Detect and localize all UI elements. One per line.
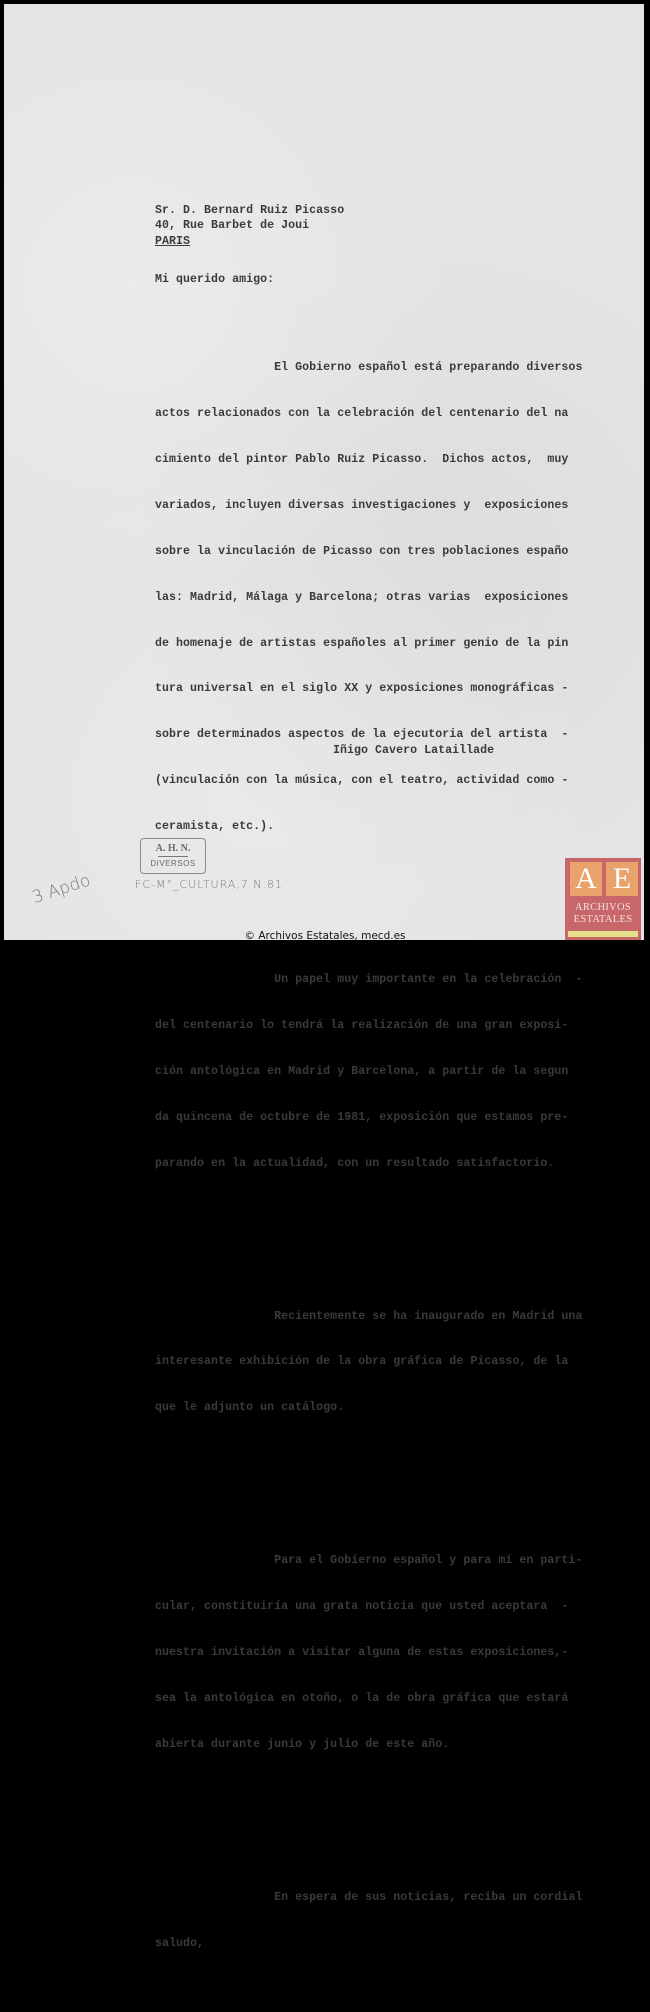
text-line: sobre la vinculación de Picasso con tres poblaciones españo [155, 544, 569, 558]
text-line: abierta durante junio y julio de este año. [155, 1737, 450, 1751]
recipient-address [155, 203, 344, 249]
archivos-estatales-logo [565, 858, 641, 940]
text-line: da quincena de octubre de 1981, exposición que estamos pre- [155, 1110, 569, 1124]
archive-stamp [140, 838, 206, 874]
text-line: Para el Gobierno español y para mí en parti- [155, 1554, 583, 1568]
address-line-2: 40, Rue Barbet de Joui [155, 219, 310, 233]
text-line: parando en la actualidad, con un resultado satisfactorio. [155, 1156, 555, 1170]
paragraph-gap [155, 1232, 582, 1247]
logo-letter-e: E [606, 862, 638, 896]
logo-letter-a: A [570, 862, 602, 896]
letter-body [155, 299, 582, 2012]
text-line: cimiento del pintor Pablo Ruiz Picasso. Dichos actos, muy [155, 452, 569, 466]
text-line: saludo, [155, 1936, 205, 1950]
greeting: Mi querido amigo: [155, 273, 275, 286]
document-page [4, 4, 644, 1950]
text-line: interesante exhibición de la obra gráfica de Picasso, de la [155, 1355, 569, 1369]
text-line: de homenaje de artistas españoles al primer genio de la pin [155, 636, 569, 650]
paragraph-3 [155, 1278, 582, 1446]
text-line: tura universal en el siglo XX y exposiciones monográficas - [155, 682, 569, 696]
text-line: ción antológica en Madrid y Barcelona, a partir de la segun [155, 1064, 569, 1078]
handwritten-note-2: FC-M°_CULTURA,7 N.81 [135, 878, 284, 891]
logo-line-2: ESTATALES [573, 914, 633, 925]
paragraph-gap [155, 896, 582, 911]
address-line-3: PARIS [155, 234, 191, 248]
text-line: Un papel muy importante en la celebración - [155, 973, 583, 987]
stamp-line-2: DIVERSOS [150, 859, 196, 868]
paragraph-5 [155, 1859, 582, 1981]
text-line: (vinculación con la música, con el teatro, actividad como - [155, 774, 569, 788]
signature: Iñigo Cavero Lataillade [333, 744, 495, 757]
copyright-footer: © Archivos Estatales, mecd.es [244, 930, 406, 942]
text-line: las: Madrid, Málaga y Barcelona; otras varias exposiciones [155, 590, 569, 604]
paragraph-gap [155, 1813, 582, 1828]
text-line: En espera de sus noticias, reciba un cordial [155, 1890, 583, 1904]
text-line: cular, constituiría una grata noticia que usted aceptara - [155, 1600, 569, 1614]
stamp-line-1: A. H. N. [155, 843, 191, 854]
stamp-divider [158, 856, 188, 857]
logo-line-1: ARCHIVOS [574, 902, 632, 913]
text-line: que le adjunto un catálogo. [155, 1401, 345, 1415]
text-line: nuestra invitación a visitar alguna de estas exposiciones,- [155, 1646, 569, 1660]
text-line: Recientemente se ha inaugurado en Madrid una [155, 1309, 583, 1323]
text-line: sea la antológica en otoño, o la de obra gráfica que estará [155, 1692, 569, 1706]
text-line: sobre determinados aspectos de la ejecutoria del artista - [155, 728, 569, 742]
text-line: del centenario lo tendrá la realización de una gran exposi- [155, 1018, 569, 1032]
address-line-1: Sr. D. Bernard Ruiz Picasso [155, 204, 345, 217]
text-line: variados, incluyen diversas investigaciones y exposiciones [155, 498, 569, 512]
text-line: actos relacionados con la celebración del centenario del na [155, 407, 569, 421]
paragraph-gap [155, 1477, 582, 1492]
text-line: El Gobierno español está preparando diversos [155, 361, 583, 375]
paragraph-1 [155, 330, 582, 865]
logo-text [565, 902, 641, 926]
paragraph-2 [155, 941, 582, 1201]
paragraph-4 [155, 1523, 582, 1783]
handwritten-note-1: 3 Apdo [29, 870, 93, 908]
text-line: ceramista, etc.). [155, 820, 275, 834]
